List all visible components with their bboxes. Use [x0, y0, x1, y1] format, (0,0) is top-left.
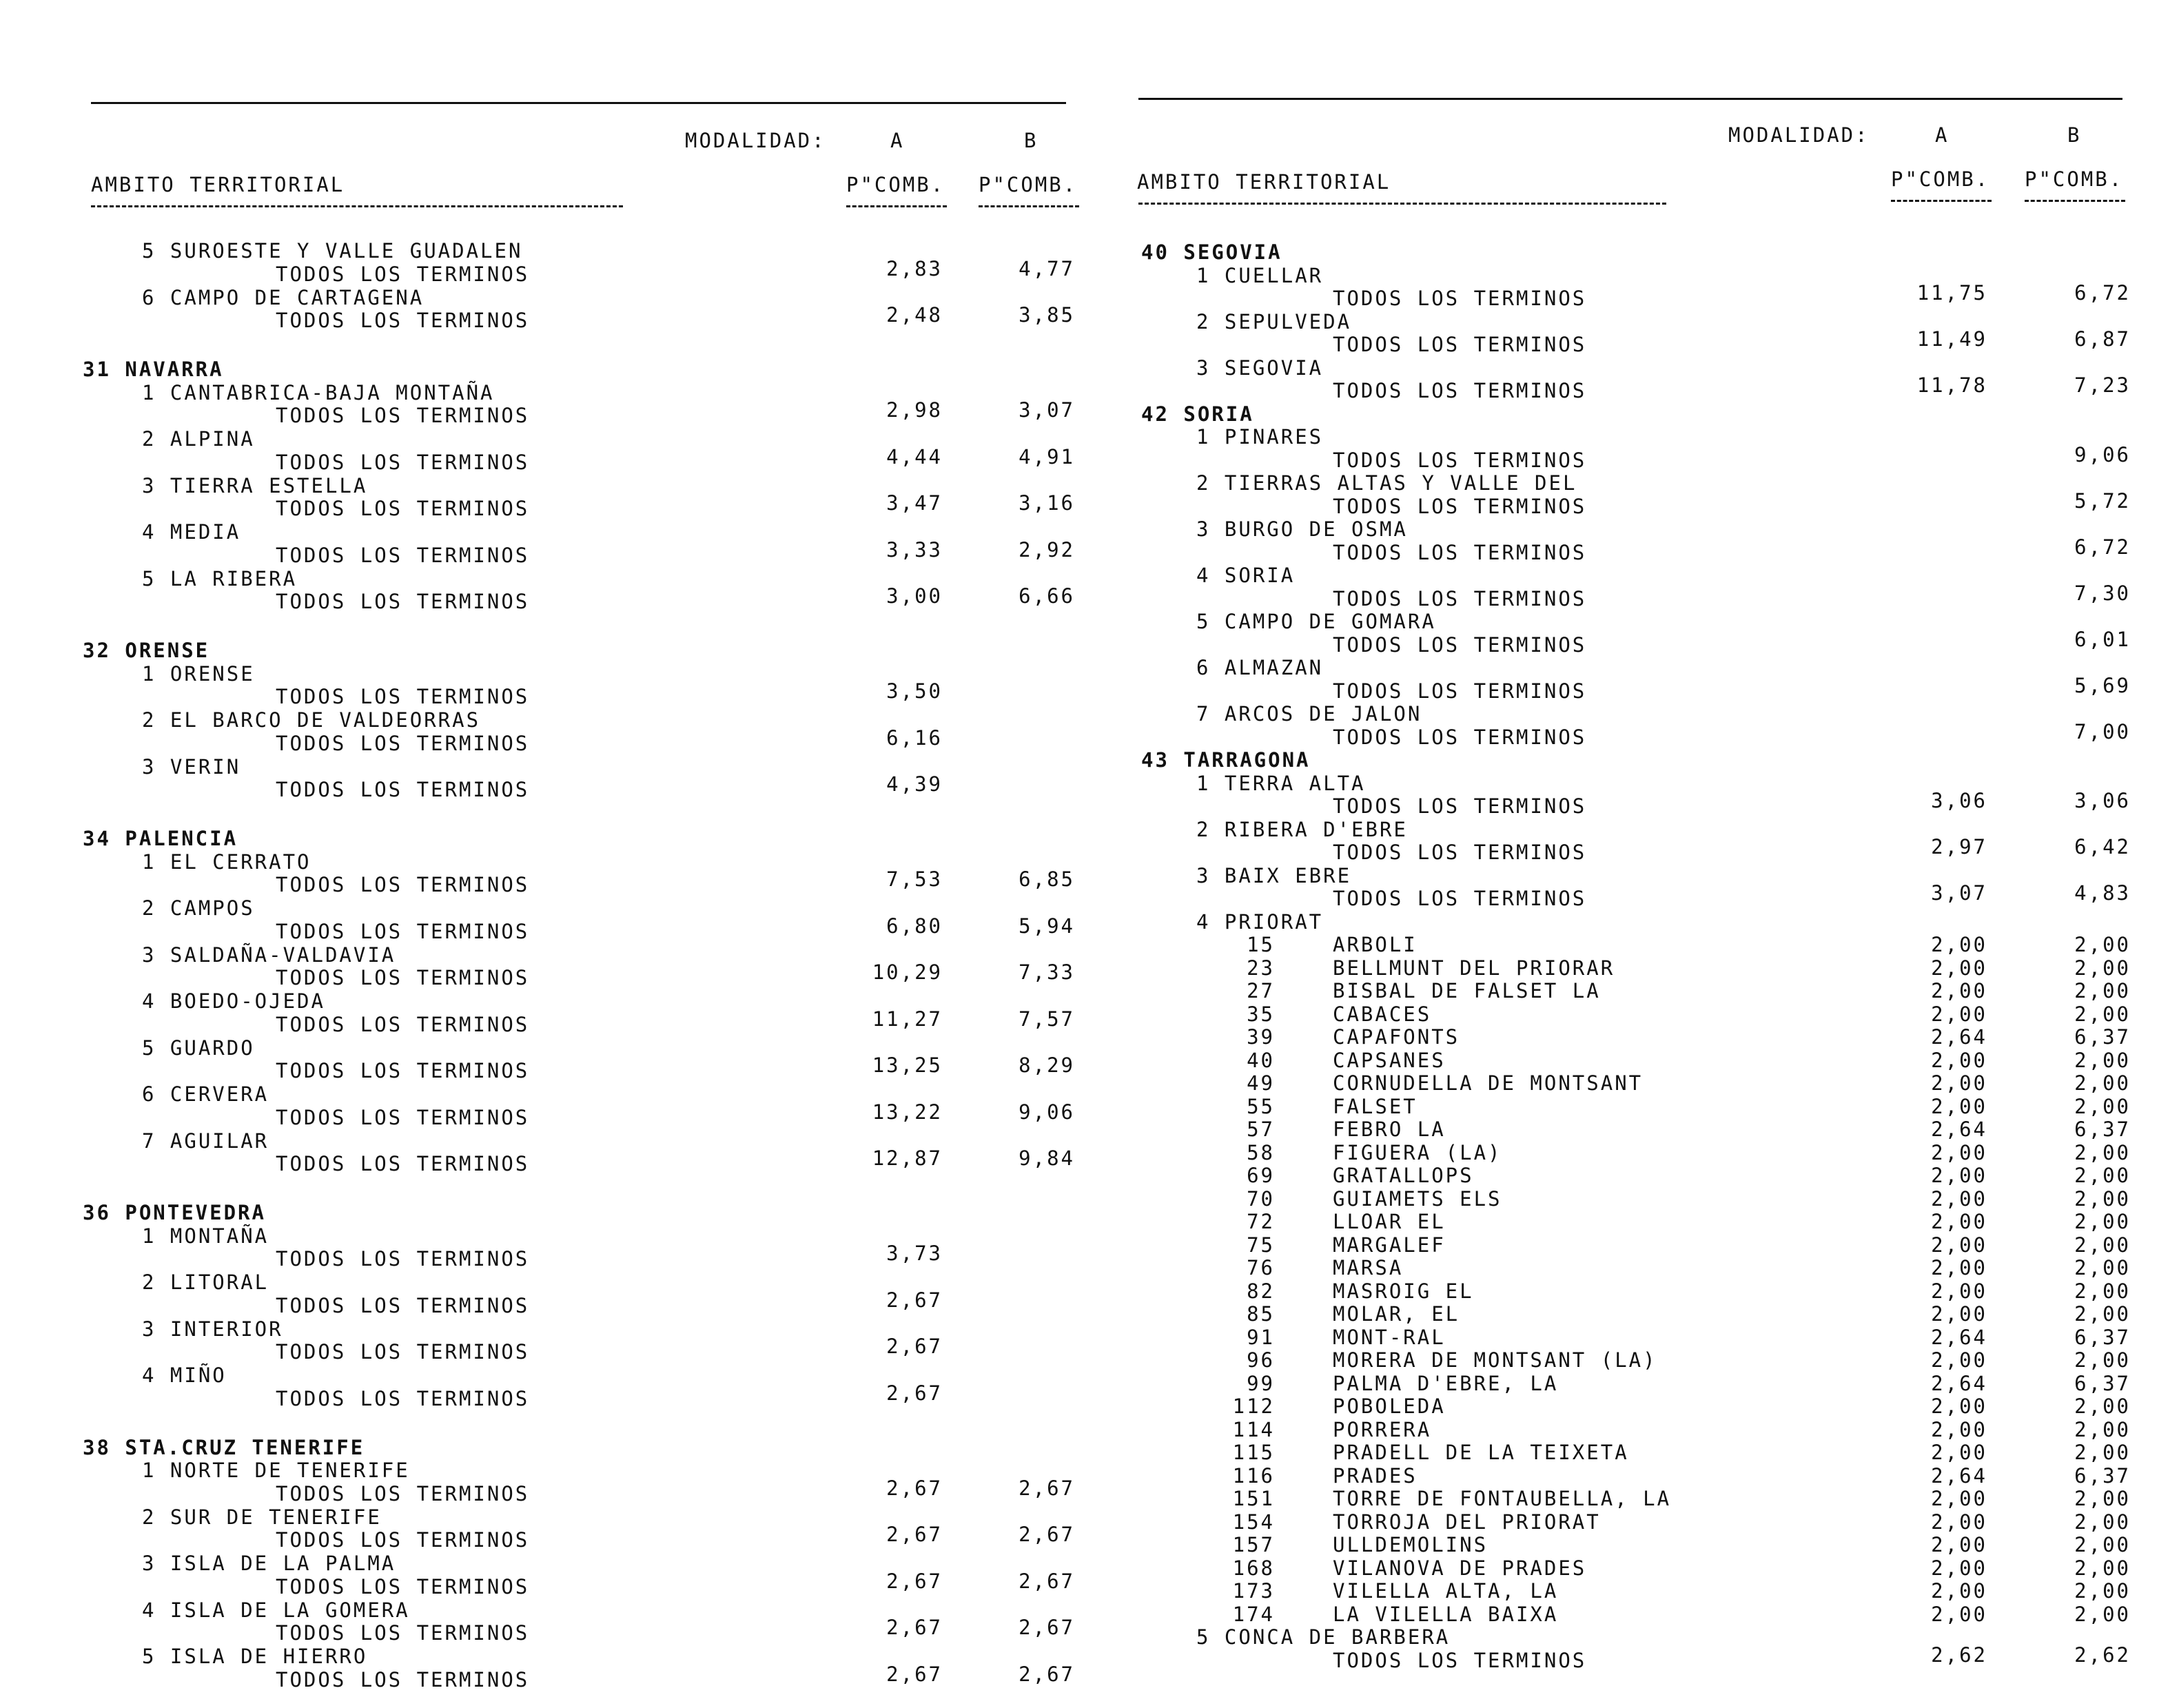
comarca-heading: 1 CUELLAR	[1196, 263, 1324, 287]
value-a: 2,00	[1931, 1002, 1987, 1026]
value-b: 2,00	[2074, 1395, 2131, 1418]
value-b: 7,33	[1019, 960, 1075, 984]
comarca-heading: 1 TERRA ALTA	[1196, 771, 1366, 795]
value-b: 2,00	[2074, 1279, 2131, 1303]
value-a: 2,00	[1931, 1164, 1987, 1187]
comarca-heading: 7 ARCOS DE JALON	[1196, 702, 1422, 726]
value-a: 2,67	[886, 1335, 943, 1358]
value-a: 2,00	[1931, 1533, 1987, 1556]
value-b: 3,07	[1019, 398, 1075, 422]
value-b: 6,72	[2074, 281, 2131, 305]
comarca-heading: 4 SORIA	[1196, 564, 1296, 587]
comarca-heading: 5 CAMPO DE GOMARA	[1196, 610, 1436, 633]
value-a: 3,00	[886, 584, 943, 608]
value-b: 2,00	[2074, 1487, 2131, 1510]
value-a: 7,53	[886, 867, 943, 891]
municipio-name: MASROIG EL	[1333, 1279, 1474, 1303]
value-a: 2,00	[1931, 956, 1987, 980]
terminos-label: TODOS LOS TERMINOS	[1333, 448, 1587, 472]
terminos-label: TODOS LOS TERMINOS	[276, 1386, 530, 1410]
value-b: 2,00	[2074, 1233, 2131, 1257]
value-a: 11,27	[872, 1007, 943, 1031]
value-b: 8,29	[1019, 1053, 1075, 1077]
value-a: 2,00	[1931, 1256, 1987, 1279]
municipio-name: TORRE DE FONTAUBELLA, LA	[1333, 1487, 1672, 1510]
comarca-heading: 2 TIERRAS ALTAS Y VALLE DEL	[1196, 471, 1577, 495]
terminos-label: TODOS LOS TERMINOS	[276, 1621, 530, 1645]
value-b: 2,00	[2074, 1071, 2131, 1095]
value-b: 5,94	[1019, 914, 1075, 938]
comarca-heading: 6 CAMPO DE CARTAGENA	[142, 285, 424, 309]
value-a: 2,67	[886, 1616, 943, 1639]
terminos-label: TODOS LOS TERMINOS	[1333, 679, 1587, 703]
value-b: 2,00	[2074, 979, 2131, 1002]
municipio-name: CORNUDELLA DE MONTSANT	[1333, 1071, 1644, 1095]
municipio-name: MONT-RAL	[1333, 1325, 1446, 1349]
municipio-name: BISBAL DE FALSET LA	[1333, 979, 1601, 1002]
value-a: 11,49	[1916, 327, 1987, 351]
value-a: 2,00	[1931, 1140, 1987, 1164]
municipio-name: BELLMUNT DEL PRIORAR	[1333, 956, 1615, 980]
comarca-heading: 3 ISLA DE LA PALMA	[142, 1552, 396, 1575]
municipio-name: VILELLA ALTA, LA	[1333, 1579, 1559, 1603]
comarca-heading: 1 MONTAÑA	[142, 1224, 269, 1248]
value-a: 2,00	[1931, 1348, 1987, 1372]
municipio-name: MARSA	[1333, 1256, 1404, 1279]
value-a: 2,00	[1931, 1602, 1987, 1626]
value-a: 2,67	[886, 1476, 943, 1500]
value-b: 6,72	[2074, 535, 2131, 559]
terminos-label: TODOS LOS TERMINOS	[276, 590, 530, 613]
value-a: 2,64	[1931, 1118, 1987, 1141]
terminos-label: TODOS LOS TERMINOS	[276, 873, 530, 896]
value-a: 2,00	[1931, 1395, 1987, 1418]
terminos-label: TODOS LOS TERMINOS	[1333, 379, 1587, 402]
terminos-label: TODOS LOS TERMINOS	[1333, 725, 1587, 749]
col-a-label: A	[1935, 123, 1950, 147]
value-a: 2,64	[1931, 1325, 1987, 1349]
value-a: 6,80	[886, 914, 943, 938]
value-a: 2,67	[886, 1288, 943, 1312]
municipio-name: POBOLEDA	[1333, 1395, 1446, 1418]
value-b: 2,00	[2074, 1186, 2131, 1211]
comarca-heading: 3 TIERRA ESTELLA	[142, 473, 368, 497]
comarca-heading: 5 ISLA DE HIERRO	[142, 1645, 368, 1668]
municipio-name: CAPAFONTS	[1333, 1025, 1460, 1049]
value-a: 6,16	[886, 726, 943, 750]
value-a: 4,44	[886, 444, 943, 469]
pcomb-b-label: P"COMB.	[2025, 167, 2124, 191]
municipio-code: 76	[1247, 1256, 1275, 1279]
value-a: 2,00	[1931, 1441, 1987, 1464]
value-b: 2,00	[2074, 1302, 2131, 1326]
value-a: 3,73	[886, 1242, 943, 1265]
municipio-code: 91	[1247, 1325, 1275, 1349]
municipio-name: GUIAMETS ELS	[1333, 1186, 1502, 1211]
value-b: 2,00	[2074, 1602, 2131, 1626]
value-a: 2,00	[1931, 1487, 1987, 1510]
municipio-code: 58	[1247, 1140, 1275, 1164]
value-a: 13,22	[872, 1100, 943, 1124]
municipio-name: CABACES	[1333, 1002, 1432, 1026]
value-b: 2,67	[1019, 1569, 1075, 1593]
value-b: 2,00	[2074, 1441, 2131, 1464]
value-b: 2,00	[2074, 933, 2131, 956]
value-b: 2,62	[2074, 1643, 2131, 1667]
comarca-heading: 4 MIÑO	[142, 1364, 227, 1387]
municipio-name: ULLDEMOLINS	[1333, 1533, 1488, 1556]
municipio-code: 39	[1247, 1025, 1275, 1049]
terminos-label: TODOS LOS TERMINOS	[1333, 586, 1587, 610]
terminos-label: TODOS LOS TERMINOS	[276, 1293, 530, 1317]
province-heading: 40 SEGOVIA	[1141, 240, 1282, 264]
value-a: 2,00	[1931, 1186, 1987, 1211]
municipio-code: 174	[1232, 1602, 1275, 1626]
value-a: 3,50	[886, 679, 943, 703]
value-b: 2,00	[2074, 956, 2131, 980]
terminos-label: TODOS LOS TERMINOS	[1333, 794, 1587, 818]
municipio-code: 112	[1232, 1395, 1275, 1418]
pcomb-a-label: P"COMB.	[846, 173, 945, 196]
ambito-label: AMBITO TERRITORIAL	[1137, 170, 1391, 194]
comarca-heading: 3 SALDAÑA-VALDAVIA	[142, 943, 396, 967]
value-b: 6,87	[2074, 327, 2131, 351]
comarca-heading: 5 LA RIBERA	[142, 566, 298, 590]
municipio-name: PALMA D'EBRE, LA	[1333, 1371, 1559, 1395]
value-b: 2,67	[1019, 1662, 1075, 1686]
terminos-label: TODOS LOS TERMINOS	[276, 1528, 530, 1552]
terminos-label: TODOS LOS TERMINOS	[276, 262, 530, 286]
value-a: 2,00	[1931, 1417, 1987, 1441]
value-a: 2,00	[1931, 1510, 1987, 1534]
value-a: 2,83	[886, 256, 943, 280]
pcomb-b-underline	[2025, 200, 2125, 203]
comarca-heading: 7 AGUILAR	[142, 1129, 269, 1153]
province-heading: 38 STA.CRUZ TENERIFE	[83, 1435, 365, 1459]
municipio-name: ARBOLI	[1333, 933, 1418, 956]
value-b: 2,67	[1019, 1476, 1075, 1500]
terminos-label: TODOS LOS TERMINOS	[276, 731, 530, 755]
value-b: 2,67	[1019, 1523, 1075, 1546]
terminos-label: TODOS LOS TERMINOS	[1333, 632, 1587, 657]
comarca-heading: 2 CAMPOS	[142, 896, 255, 920]
comarca-heading: 5 SUROESTE Y VALLE GUADALEN	[142, 239, 523, 263]
value-b: 6,42	[2074, 835, 2131, 858]
value-a: 3,07	[1931, 881, 1987, 905]
municipio-code: 27	[1247, 979, 1275, 1002]
comarca-heading: 1 CANTABRICA-BAJA MONTAÑA	[142, 380, 495, 404]
municipio-code: 40	[1247, 1048, 1275, 1072]
value-b: 2,00	[2074, 1164, 2131, 1187]
terminos-label: TODOS LOS TERMINOS	[276, 685, 530, 708]
municipio-code: 115	[1232, 1441, 1275, 1464]
comarca-heading: 1 NORTE DE TENERIFE	[142, 1459, 410, 1482]
province-heading: 31 NAVARRA	[83, 358, 224, 381]
municipio-name: GRATALLOPS	[1333, 1164, 1474, 1187]
terminos-label: TODOS LOS TERMINOS	[276, 543, 530, 567]
municipio-code: 35	[1247, 1002, 1275, 1026]
col-b-label: B	[1024, 129, 1038, 152]
terminos-label: TODOS LOS TERMINOS	[1333, 333, 1587, 356]
terminos-label: TODOS LOS TERMINOS	[1333, 287, 1587, 310]
comarca-heading: 2 LITORAL	[142, 1270, 269, 1294]
municipio-name: FEBRO LA	[1333, 1118, 1446, 1141]
municipio-code: 151	[1232, 1487, 1275, 1510]
comarca-heading: 2 EL BARCO DE VALDEORRAS	[142, 708, 481, 732]
municipio-code: 72	[1247, 1210, 1275, 1233]
municipio-name: TORROJA DEL PRIORAT	[1333, 1510, 1601, 1534]
municipio-code: 96	[1247, 1348, 1275, 1372]
value-b: 3,85	[1019, 303, 1075, 327]
terminos-label: TODOS LOS TERMINOS	[1333, 887, 1587, 910]
value-a: 10,29	[872, 960, 943, 984]
comarca-heading: 6 ALMAZAN	[1196, 656, 1324, 679]
top-rule	[1138, 98, 2122, 100]
comarca-heading: 3 BURGO DE OSMA	[1196, 517, 1408, 541]
ambito-label: AMBITO TERRITORIAL	[91, 173, 345, 196]
municipio-name: FALSET	[1333, 1094, 1418, 1118]
municipio-name: FIGUERA (LA)	[1333, 1140, 1502, 1164]
municipio-name: MORERA DE MONTSANT (LA)	[1333, 1348, 1657, 1372]
pcomb-b-label: P"COMB.	[979, 173, 1078, 196]
value-b: 7,30	[2074, 581, 2131, 605]
value-b: 4,91	[1019, 444, 1075, 469]
value-b: 6,37	[2074, 1325, 2131, 1349]
value-a: 2,00	[1931, 979, 1987, 1002]
comarca-heading: 4 PRIORAT	[1196, 909, 1324, 934]
value-a: 2,00	[1931, 1279, 1987, 1303]
terminos-label: TODOS LOS TERMINOS	[276, 1247, 530, 1270]
top-rule	[91, 102, 1066, 104]
comarca-heading: 2 SUR DE TENERIFE	[142, 1505, 382, 1529]
value-a: 2,67	[886, 1381, 943, 1405]
value-b: 6,85	[1019, 867, 1075, 891]
comarca-heading: 3 BAIX EBRE	[1196, 863, 1352, 887]
value-a: 2,00	[1931, 1048, 1987, 1072]
province-heading: 34 PALENCIA	[83, 827, 238, 850]
value-b: 2,00	[2074, 1002, 2131, 1026]
terminos-label: TODOS LOS TERMINOS	[276, 1574, 530, 1598]
municipio-code: 116	[1232, 1463, 1275, 1488]
value-a: 2,00	[1931, 1579, 1987, 1603]
value-b: 6,01	[2074, 627, 2131, 651]
terminos-label: TODOS LOS TERMINOS	[276, 1012, 530, 1036]
province-heading: 36 PONTEVEDRA	[83, 1201, 266, 1224]
province-heading: 43 TARRAGONA	[1141, 748, 1311, 772]
terminos-label: TODOS LOS TERMINOS	[276, 1340, 530, 1364]
value-a: 11,75	[1916, 281, 1987, 305]
value-a: 2,67	[886, 1662, 943, 1686]
pcomb-a-underline	[846, 205, 947, 209]
value-a: 12,87	[872, 1146, 943, 1170]
comarca-heading: 6 CERVERA	[142, 1082, 269, 1106]
value-a: 2,64	[1931, 1025, 1987, 1049]
value-b: 2,00	[2074, 1140, 2131, 1164]
terminos-label: TODOS LOS TERMINOS	[1333, 494, 1587, 518]
value-b: 4,77	[1019, 256, 1075, 280]
value-b: 2,67	[1019, 1616, 1075, 1639]
modalidad-label: MODALIDAD:	[685, 129, 826, 152]
terminos-label: TODOS LOS TERMINOS	[1333, 540, 1587, 564]
value-a: 2,48	[886, 303, 943, 327]
municipio-name: MOLAR, EL	[1333, 1302, 1460, 1326]
value-a: 11,78	[1916, 373, 1987, 397]
terminos-label: TODOS LOS TERMINOS	[276, 1481, 530, 1505]
value-b: 9,06	[1019, 1100, 1075, 1124]
col-a-label: A	[890, 129, 905, 152]
value-b: 3,06	[2074, 789, 2131, 812]
comarca-heading: 2 ALPINA	[142, 427, 255, 451]
value-b: 4,83	[2074, 881, 2131, 905]
municipio-code: 57	[1247, 1118, 1275, 1141]
municipio-code: 99	[1247, 1371, 1275, 1395]
value-b: 6,37	[2074, 1463, 2131, 1488]
value-b: 2,00	[2074, 1210, 2131, 1233]
municipio-name: PRADES	[1333, 1463, 1418, 1488]
municipio-name: LA VILELLA BAIXA	[1333, 1602, 1559, 1626]
municipio-code: 168	[1232, 1556, 1275, 1580]
pcomb-a-label: P"COMB.	[1891, 167, 1990, 191]
comarca-heading: 4 ISLA DE LA GOMERA	[142, 1598, 410, 1622]
municipio-code: 157	[1232, 1533, 1275, 1556]
terminos-label: TODOS LOS TERMINOS	[1333, 1648, 1587, 1672]
terminos-label: TODOS LOS TERMINOS	[276, 1152, 530, 1175]
municipio-code: 75	[1247, 1233, 1275, 1257]
value-a: 3,33	[886, 537, 943, 562]
terminos-label: TODOS LOS TERMINOS	[276, 919, 530, 943]
municipio-code: 70	[1247, 1186, 1275, 1211]
col-b-label: B	[2067, 123, 2082, 147]
value-b: 2,00	[2074, 1510, 2131, 1534]
municipio-code: 49	[1247, 1071, 1275, 1095]
value-a: 2,00	[1931, 1071, 1987, 1095]
value-b: 2,00	[2074, 1348, 2131, 1372]
value-b: 9,06	[2074, 442, 2131, 466]
value-b: 2,00	[2074, 1256, 2131, 1279]
value-a: 2,00	[1931, 1233, 1987, 1257]
value-a: 2,00	[1931, 1556, 1987, 1580]
comarca-heading: 4 BOEDO-OJEDA	[142, 989, 325, 1013]
municipio-name: VILANOVA DE PRADES	[1333, 1556, 1587, 1580]
municipio-name: LLOAR EL	[1333, 1210, 1446, 1233]
comarca-heading: 5 CONCA DE BARBERA	[1196, 1625, 1451, 1649]
modalidad-label: MODALIDAD:	[1728, 123, 1870, 147]
value-a: 3,47	[886, 491, 943, 515]
value-b: 9,84	[1019, 1146, 1075, 1170]
value-b: 6,37	[2074, 1371, 2131, 1395]
province-heading: 42 SORIA	[1141, 402, 1254, 426]
terminos-label: TODOS LOS TERMINOS	[276, 778, 530, 801]
value-a: 13,25	[872, 1053, 943, 1077]
comarca-heading: 5 GUARDO	[142, 1036, 255, 1060]
terminos-label: TODOS LOS TERMINOS	[276, 497, 530, 520]
terminos-label: TODOS LOS TERMINOS	[276, 966, 530, 989]
municipio-code: 69	[1247, 1164, 1275, 1187]
comarca-heading: 3 SEGOVIA	[1196, 356, 1324, 380]
terminos-label: TODOS LOS TERMINOS	[276, 450, 530, 474]
terminos-label: TODOS LOS TERMINOS	[276, 1105, 530, 1129]
municipio-code: 154	[1232, 1510, 1275, 1534]
value-a: 2,00	[1931, 1094, 1987, 1118]
value-b: 5,69	[2074, 673, 2131, 697]
value-a: 3,06	[1931, 789, 1987, 812]
value-b: 2,00	[2074, 1094, 2131, 1118]
value-b: 2,00	[2074, 1048, 2131, 1072]
terminos-label: TODOS LOS TERMINOS	[276, 1667, 530, 1691]
terminos-label: TODOS LOS TERMINOS	[276, 404, 530, 427]
terminos-label: TODOS LOS TERMINOS	[276, 309, 530, 332]
value-a: 2,97	[1931, 835, 1987, 858]
value-b: 3,16	[1019, 491, 1075, 515]
value-b: 2,92	[1019, 537, 1075, 562]
comarca-heading: 1 ORENSE	[142, 661, 255, 686]
municipio-code: 23	[1247, 956, 1275, 980]
terminos-label: TODOS LOS TERMINOS	[1333, 841, 1587, 864]
value-b: 2,00	[2074, 1533, 2131, 1556]
municipio-name: PRADELL DE LA TEIXETA	[1333, 1441, 1629, 1464]
value-b: 2,00	[2074, 1417, 2131, 1441]
municipio-code: 55	[1247, 1094, 1275, 1118]
municipio-name: PORRERA	[1333, 1417, 1432, 1441]
value-b: 7,57	[1019, 1007, 1075, 1031]
value-a: 2,67	[886, 1523, 943, 1546]
value-a: 2,98	[886, 398, 943, 422]
comarca-heading: 2 RIBERA D'EBRE	[1196, 817, 1408, 841]
municipio-name: MARGALEF	[1333, 1233, 1446, 1257]
value-a: 2,00	[1931, 1210, 1987, 1233]
ambito-underline	[1138, 203, 1666, 206]
value-a: 2,00	[1931, 1302, 1987, 1326]
comarca-heading: 1 PINARES	[1196, 425, 1324, 449]
comarca-heading: 3 INTERIOR	[142, 1317, 283, 1341]
municipio-code: 82	[1247, 1279, 1275, 1303]
municipio-code: 114	[1232, 1417, 1275, 1441]
municipio-code: 173	[1232, 1579, 1275, 1603]
terminos-label: TODOS LOS TERMINOS	[276, 1059, 530, 1082]
pcomb-b-underline	[979, 205, 1079, 209]
value-a: 2,62	[1931, 1643, 1987, 1667]
value-a: 4,39	[886, 772, 943, 796]
comarca-heading: 1 EL CERRATO	[142, 850, 311, 874]
value-a: 2,00	[1931, 933, 1987, 956]
comarca-heading: 2 SEPULVEDA	[1196, 309, 1352, 333]
province-heading: 32 ORENSE	[83, 639, 210, 662]
municipio-code: 15	[1247, 933, 1275, 956]
value-b: 6,66	[1019, 584, 1075, 608]
pcomb-a-underline	[1891, 200, 1992, 203]
value-b: 2,00	[2074, 1556, 2131, 1580]
value-b: 6,37	[2074, 1118, 2131, 1141]
comarca-heading: 3 VERIN	[142, 754, 241, 779]
value-a: 2,64	[1931, 1463, 1987, 1488]
municipio-code: 85	[1247, 1302, 1275, 1326]
value-a: 2,64	[1931, 1371, 1987, 1395]
ambito-underline	[91, 205, 623, 209]
value-b: 7,23	[2074, 373, 2131, 397]
municipio-name: CAPSANES	[1333, 1048, 1446, 1072]
comarca-heading: 4 MEDIA	[142, 520, 241, 544]
value-b: 7,00	[2074, 719, 2131, 743]
value-b: 6,37	[2074, 1025, 2131, 1049]
value-b: 2,00	[2074, 1579, 2131, 1603]
value-b: 5,72	[2074, 488, 2131, 513]
value-a: 2,67	[886, 1569, 943, 1593]
